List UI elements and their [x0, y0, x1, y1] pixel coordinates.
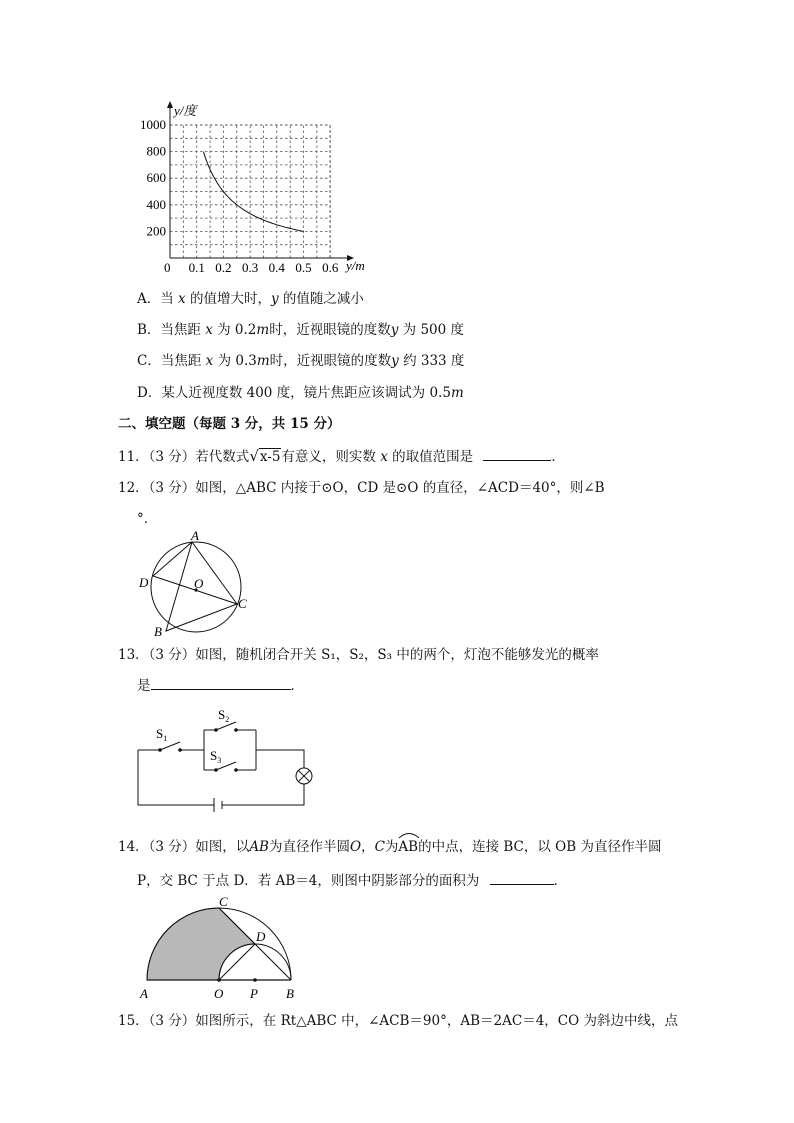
question-14-line1: 14．（3 分）如图，以AB为直径作半圆O，C为 AB的中点，连接 BC，以 OB 为直径作半圆: [118, 838, 661, 856]
wire-right: [256, 750, 304, 768]
x-tick-label: 0.3: [241, 260, 259, 275]
option-d: D．某人近视度数 400 度，镜片焦距应该调试为 0.5m: [137, 385, 464, 401]
circuit-figure-q13: [130, 700, 320, 815]
semicircle-figure-q14: [136, 894, 306, 1006]
y-axis-arrow: [167, 101, 173, 108]
label-s1: $S_1$: [156, 726, 168, 743]
label-b: B: [154, 624, 162, 639]
label-b: B: [286, 986, 294, 1001]
y-tick-labels: [140, 117, 166, 238]
wire-left: [138, 750, 214, 805]
lamp-cross: [298, 770, 309, 781]
x-tick-label: 0.4: [268, 260, 285, 275]
x-tick-label: 0.2: [215, 260, 232, 275]
label-s3: $S_3$: [210, 748, 222, 765]
x-tick-label: 0.6: [322, 260, 339, 275]
y-tick-label: 600: [146, 170, 166, 186]
option-a: A．当 x 的值增大时，y 的值随之减小: [137, 291, 364, 307]
x-axis-label: y/m: [346, 258, 365, 273]
question-14-line2: P，交 BC 于点 D．若 AB＝4，则图中阴影部分的面积为 ．: [137, 873, 568, 889]
x-tick-label: 0.5: [295, 260, 312, 275]
x-tick-label: 0.1: [188, 260, 205, 275]
inverse-curve: [203, 152, 303, 232]
question-13-line1: 13．（3 分）如图，随机闭合开关 S₁，S₂，S₃ 中的两个，灯泡不能够发光的概率: [118, 647, 599, 663]
y-tick-label: 400: [146, 196, 166, 212]
branch-s2: [204, 722, 256, 730]
label-d: D: [256, 929, 266, 944]
label-o: O: [214, 986, 224, 1001]
label-d: D: [139, 575, 149, 590]
question-11: 11．（3 分）若代数式√x-5有意义，则实数 x 的取值范围是 ．: [118, 447, 565, 465]
label-o: O: [194, 576, 204, 591]
branch-s3: [204, 762, 256, 770]
label-s2: $S_2$: [218, 707, 230, 724]
label-a: A: [191, 528, 199, 543]
question-13-line2: 是 ．: [137, 678, 304, 694]
y-axis-label: y/度: [174, 103, 197, 118]
question-15-line1: 15．（3 分）如图所示，在 Rt△ABC 中，∠ACB＝90°，AB＝2AC＝4，CO 为斜边中线，点: [118, 1013, 678, 1029]
answer-blank-11[interactable]: [483, 448, 551, 461]
circle-figure-q12: [130, 528, 260, 640]
label-a: A: [140, 986, 148, 1001]
option-c: C．当焦距 x 为 0.3m时，近视眼镜的度数y 约 333 度: [137, 353, 465, 369]
label-c: C: [238, 596, 247, 611]
shaded-region: [147, 908, 255, 980]
dashed-grid: [170, 125, 330, 258]
y-tick-label: 800: [146, 143, 166, 159]
switch-s1: [160, 742, 180, 750]
answer-blank-14[interactable]: [490, 872, 554, 885]
x-tick-labels: [189, 260, 339, 275]
battery-icon: [214, 798, 222, 812]
option-b: B．当焦距 x 为 0.2m时，近视眼镜的度数y 为 500 度: [137, 322, 465, 338]
wire-bottom-right: [222, 784, 304, 805]
sqrt-radicand: x-5: [259, 449, 281, 465]
sqrt-sign: √: [249, 447, 259, 465]
origin-label: 0: [164, 260, 171, 275]
section-title: 二、填空题（每题 3 分，共 15 分）: [118, 416, 341, 432]
label-p: P: [250, 986, 258, 1001]
label-c: C: [219, 894, 228, 909]
inverse-proportion-graph: [130, 98, 390, 278]
arc-ab: AB: [398, 838, 418, 856]
answer-blank-13[interactable]: [151, 677, 291, 690]
question-12-line2: °．: [137, 511, 158, 527]
y-tick-label: 1000: [140, 117, 166, 132]
question-12-line1: 12．（3 分）如图，△ABC 内接于⊙O，CD 是⊙O 的直径，∠ACD＝40°，则∠B: [118, 480, 605, 496]
segment-ad: [153, 542, 192, 576]
y-tick-label: 200: [146, 223, 166, 239]
